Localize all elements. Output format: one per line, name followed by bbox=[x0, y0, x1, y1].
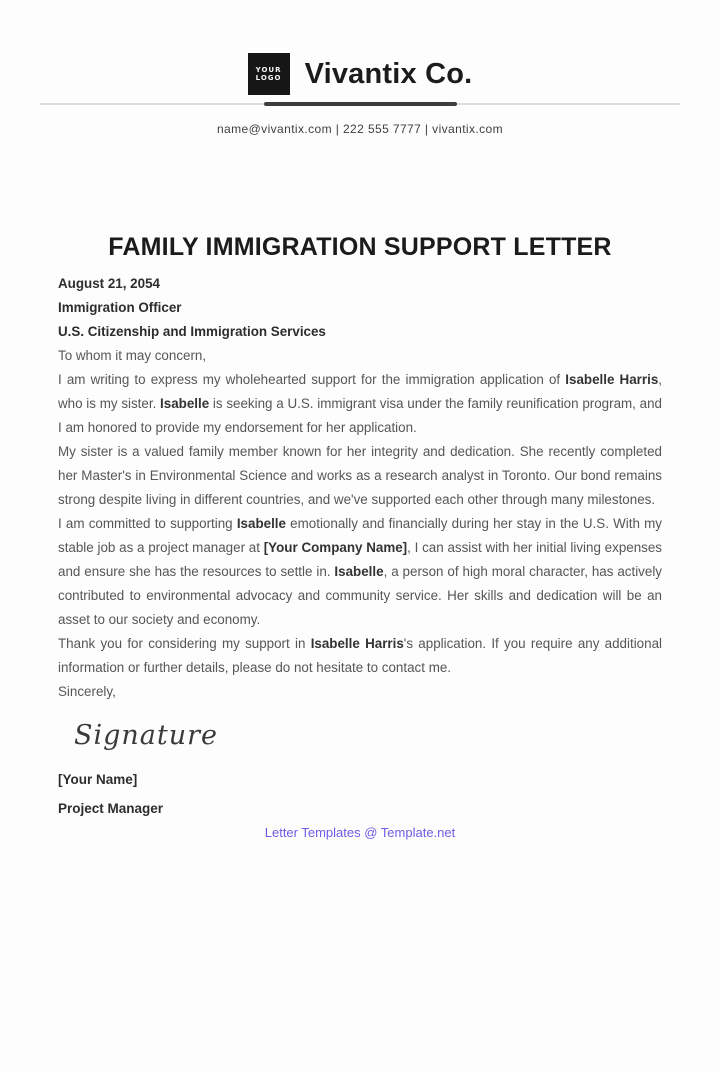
text-segment: , who is my sister. bbox=[58, 372, 662, 411]
signature: Signature bbox=[74, 720, 219, 751]
paragraph bbox=[58, 368, 662, 440]
paragraph bbox=[58, 440, 662, 512]
company-name: Vivantix Co. bbox=[304, 57, 473, 90]
company-logo bbox=[248, 53, 290, 95]
bold-text-segment: Isabelle Harris bbox=[310, 636, 404, 651]
paragraph bbox=[58, 632, 662, 680]
bold-text-segment: [Your Company Name] bbox=[263, 540, 408, 555]
logo-text-line: LOGO bbox=[255, 74, 282, 82]
logo-text-line: YOUR bbox=[255, 66, 282, 74]
text-segment: 's application. If you require any additional information or further details, please do not hesitate to contact me. bbox=[58, 636, 662, 675]
contact-info: name@vivantix.com | 222 555 7777 | vivantix.com bbox=[216, 122, 503, 136]
paragraph bbox=[58, 344, 662, 368]
closing: Sincerely, bbox=[58, 684, 116, 699]
header-divider bbox=[0, 102, 720, 107]
bold-text-segment: Isabelle bbox=[160, 396, 210, 411]
text-segment: is seeking a U.S. immigrant visa under the family reunification program, and I am honored to provide my endorsement for her application. bbox=[58, 396, 662, 435]
letter-date: August 21, 2054 bbox=[58, 276, 160, 291]
recipient-line: U.S. Citizenship and Immigration Services bbox=[58, 324, 326, 339]
text-segment: My sister is a valued family member known for her integrity and dedication. She recently completed her Master's in Environmental Science and works as a research analyst in Toronto. Our bond remains strong despite living in different countries, and we've supported each other through many milestones. bbox=[58, 444, 662, 507]
paragraph bbox=[58, 512, 662, 632]
sender-title: Project Manager bbox=[58, 801, 164, 816]
text-segment: I am committed to supporting bbox=[58, 516, 237, 531]
text-segment: , I can assist with her initial living expenses and ensure she has the resources to settle in. bbox=[58, 540, 662, 579]
text-segment: emotionally and financially during her stay in the U.S. With my stable job as a project manager at bbox=[58, 516, 662, 555]
bold-text-segment: Isabelle bbox=[334, 564, 384, 579]
divider-accent-bar bbox=[264, 102, 457, 106]
template-attribution-link[interactable]: Letter Templates @ Template.net bbox=[264, 825, 456, 840]
letterhead bbox=[0, 53, 720, 95]
sender-name: [Your Name] bbox=[58, 772, 138, 787]
letter-title: FAMILY IMMIGRATION SUPPORT LETTER bbox=[108, 233, 612, 261]
text-segment: I am writing to express my wholehearted support for the immigration application of bbox=[58, 372, 566, 387]
text-segment: , a person of high moral character, has actively contributed to environmental advocacy and community service. Her skills and dedication will be an asset to our society and economy. bbox=[58, 564, 662, 627]
text-segment: To whom it may concern, bbox=[58, 348, 207, 363]
text-segment: Thank you for considering my support in bbox=[58, 636, 311, 651]
recipient-line: Immigration Officer bbox=[58, 300, 182, 315]
bold-text-segment: Isabelle Harris bbox=[565, 372, 659, 387]
footer bbox=[0, 825, 720, 840]
bold-text-segment: Isabelle bbox=[236, 516, 286, 531]
letter-body bbox=[58, 272, 662, 704]
